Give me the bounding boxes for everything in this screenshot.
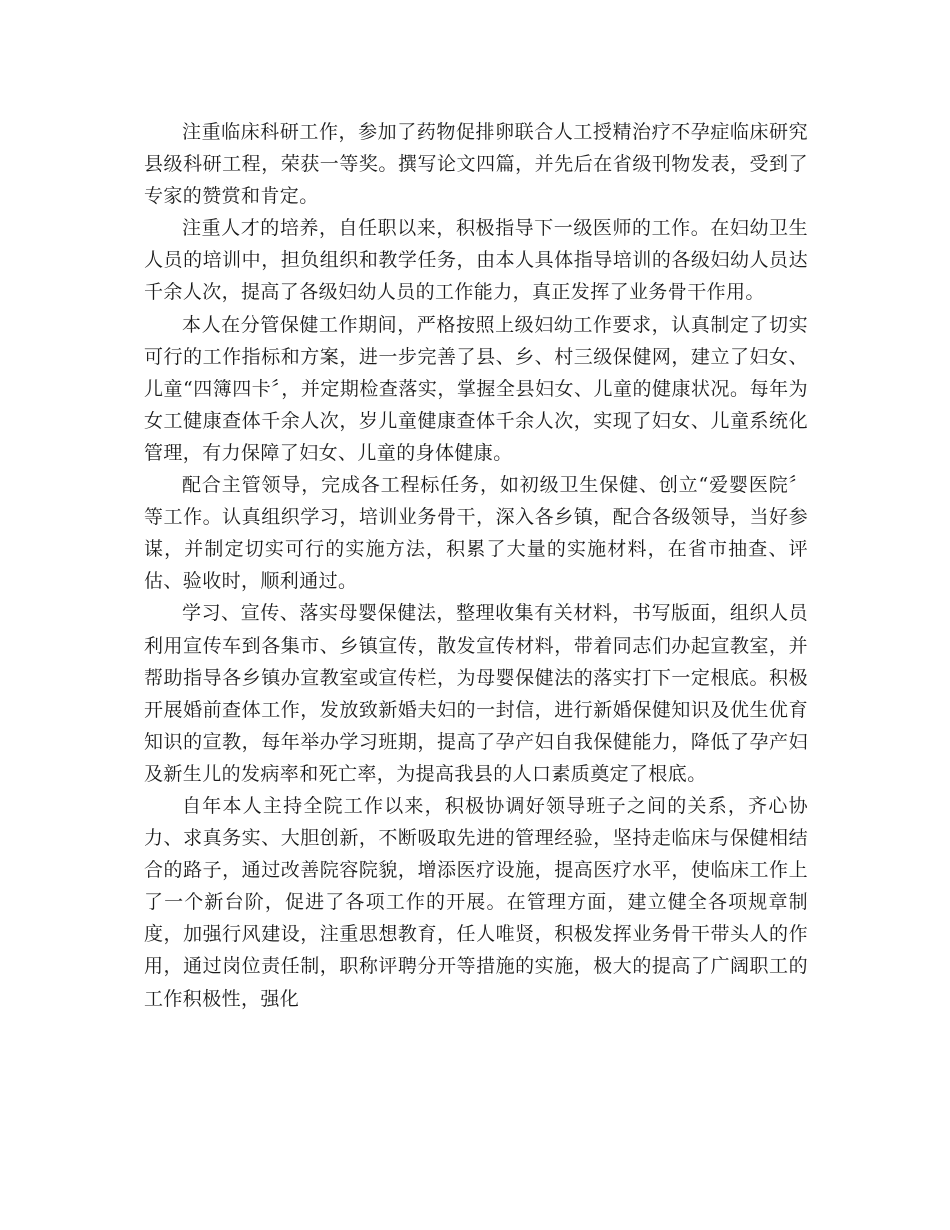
paragraph-health-care-work: 本人在分管保健工作期间，严格按照上级妇幼工作要求，认真制定了切实可行的工作指标和方案，进一步完善了县、乡、村三级保健网，建立了妇女、儿童“四簿四卡〞，并定期检查落实，掌握全县妇女、儿童的健康状况。每年为女工健康查体千余人次，岁儿童健康查体千余人次，实现了妇女、儿童系统化管理，有力保障了妇女、儿童的身体健康。 xyxy=(144,313,808,464)
paragraph-hospital-management: 自年本人主持全院工作以来，积极协调好领导班子之间的关系，齐心协力、求真务实、大胆创新，不断吸取先进的管理经验，坚持走临床与保健相结合的路子，通过改善院容院貌，增添医疗设施，提高医疗水平，使临床工作上了一个新台阶，促进了各项工作的开展。在管理方面，建立健全各项规章制度，加强行风建设，注重思想教育，任人唯贤，积极发挥业务骨干带头人的作用，通过岗位责任制，职称评聘分开等措施的实施，极大的提高了广阔职工的工作积极性，强化 xyxy=(144,794,808,1010)
paragraph-maternal-law: 学习、宣传、落实母婴保健法，整理收集有关材料，书写版面，组织人员利用宣传车到各集市、乡镇宣传，散发宣传材料，带着同志们办起宣教室，并帮助指导各乡镇办宣教室或宣传栏，为母婴保健法的落实打下一定根底。积极开展婚前查体工作，发放致新婚夫妇的一封信，进行新婚保健知识及优生优育知识的宣教，每年举办学习班期，提高了孕产妇自我保健能力，降低了孕产妇及新生儿的发病率和死亡率，为提高我县的人口素质奠定了根底。 xyxy=(144,602,808,785)
paragraph-talent-training: 注重人才的培养，自任职以来，积极指导下一级医师的工作。在妇幼卫生人员的培训中，担负组织和教学任务，由本人具体指导培训的各级妇幼人员达千余人次，提高了各级妇幼人员的工作能力，真正发挥了业务骨干作用。 xyxy=(144,217,808,304)
document-body xyxy=(144,116,808,1015)
paragraph-research: 注重临床科研工作，参加了药物促排卵联合人工授精治疗不孕症临床研究县级科研工程，荣获一等奖。撰写论文四篇，并先后在省级刊物发表，受到了专家的赞赏和肯定。 xyxy=(144,121,808,208)
paragraph-project-tasks: 配合主管领导，完成各工程标任务，如初级卫生保健、创立“爱婴医院〞等工作。认真组织学习，培训业务骨干，深入各乡镇，配合各级领导，当好参谋，并制定切实可行的实施方法，积累了大量的实施材料，在省市抽查、评估、验收时，顺利通过。 xyxy=(144,474,808,593)
